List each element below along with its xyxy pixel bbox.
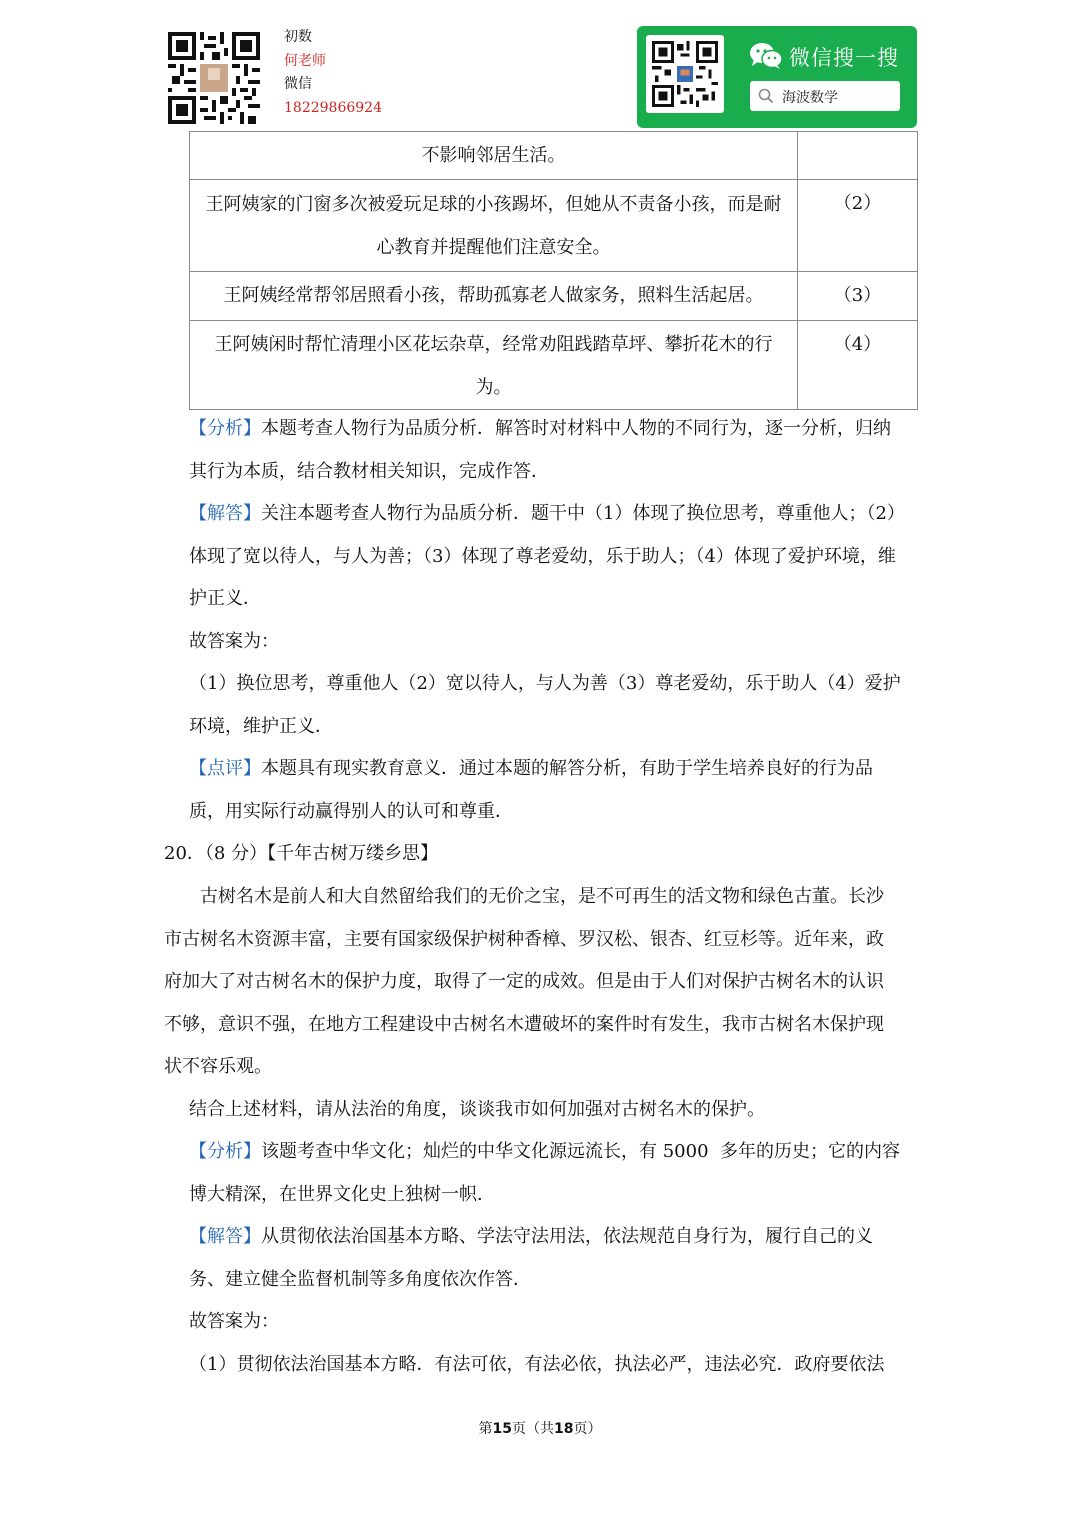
q19-analysis-line-1 (189, 407, 891, 450)
table-row (190, 272, 918, 321)
answer-text: 关注本题考查人物行为品质分析．题干中（1）体现了换位思考，尊重他人；（2） (261, 503, 905, 524)
contact-line-subject: 初数 (284, 29, 312, 45)
contact-phone: 18229866924 (284, 99, 382, 116)
q19-comment-line-1 (189, 747, 873, 790)
wechat-logo-icon (749, 42, 783, 70)
analysis-tag: 【分析】 (189, 1141, 261, 1162)
q20-analysis-line-2: 博大精深，在世界文化史上独树一帜． (189, 1184, 495, 1205)
q19-final-line-2: 环境，维护正义． (189, 716, 333, 737)
q19-comment-line-2: 质，用实际行动赢得别人的认可和尊重． (189, 801, 513, 822)
q20-answer-line-2: 务、建立健全监督机制等多角度依次作答． (189, 1269, 531, 1290)
q20-material-line-2: 市古树名木资源丰富，主要有国家级保护树种香樟、罗汉松、银杏、红豆杉等。近年来，政 (164, 929, 884, 950)
wechat-qr-code (646, 35, 724, 113)
analysis-text: 该题考查中华文化；灿烂的中华文化源远流长，有 5000 多年的历史；它的内容 (261, 1141, 900, 1162)
wechat-search-box[interactable] (750, 81, 900, 111)
analysis-text: 本题考查人物行为品质分析．解答时对材料中人物的不同行为，逐一分析，归纳 (261, 418, 891, 439)
table-row (190, 180, 918, 272)
table-cell-mark: （4） (798, 321, 918, 410)
table-cell-mark: （2） (798, 180, 918, 272)
table-cell-behavior: 不影响邻居生活。 (190, 132, 798, 180)
comment-text: 本题具有现实教育意义．通过本题的解答分析，有助于学生培养良好的行为品 (261, 758, 873, 779)
footer-total-pages: 18 (554, 1421, 574, 1437)
wechat-card-title: 微信搜一搜 (789, 46, 899, 70)
q19-answer-line-2: 体现了宽以待人，与人为善；（3）体现了尊老爱幼，乐于助人；（4）体现了爱护环境，维 (189, 546, 896, 567)
table-cell-behavior: 王阿姨闲时帮忙清理小区花坛杂草，经常劝阻践踏草坪、攀折花木的行为。 (190, 321, 798, 410)
wechat-search-text: 海波数学 (782, 90, 838, 106)
answer-tag: 【解答】 (189, 503, 261, 524)
table-row (190, 321, 918, 410)
analysis-tag: 【分析】 (189, 418, 261, 439)
table-row (190, 132, 918, 180)
q20-analysis-line-1 (189, 1130, 900, 1173)
footer-middle: 页（共 (512, 1421, 554, 1437)
q20-material-line-5: 状不容乐观。 (164, 1056, 272, 1077)
behavior-table (189, 131, 918, 410)
search-icon (758, 88, 774, 104)
qr-code-image (168, 32, 260, 124)
table-cell-mark: （3） (798, 272, 918, 321)
q19-answer-line-3: 护正义． (189, 588, 261, 609)
q19-so-answer: 故答案为： (189, 631, 279, 652)
answer-text: 从贯彻依法治国基本方略、学法守法用法，依法规范自身行为，履行自己的义 (261, 1226, 873, 1247)
contact-line-wechat: 微信 (284, 76, 312, 92)
q20-so-answer: 故答案为： (189, 1311, 279, 1332)
q20-heading: 20．（8 分）【千年古树万缕乡思】 (164, 843, 439, 864)
answer-tag: 【解答】 (189, 1226, 261, 1247)
table-cell-behavior: 王阿姨经常帮邻居照看小孩，帮助孤寡老人做家务，照料生活起居。 (190, 272, 798, 321)
teacher-contact (284, 26, 382, 120)
footer-page-number: 15 (492, 1421, 512, 1437)
q19-final-line-1: （1）换位思考，尊重他人（2）宽以待人，与人为善（3）尊老爱幼，乐于助人（4）爱护 (189, 673, 901, 694)
footer-prefix: 第 (478, 1421, 493, 1437)
q19-analysis-line-2: 其行为本质，结合教材相关知识，完成作答． (189, 461, 549, 482)
comment-tag: 【点评】 (189, 758, 261, 779)
footer-suffix: 页） (573, 1421, 602, 1437)
q20-material-line-3: 府加大了对古树名木的保护力度，取得了一定的成效。但是由于人们对保护古树名木的认识 (164, 971, 884, 992)
q20-answer-line-1 (189, 1215, 873, 1258)
q20-final-line-1: （1）贯彻依法治国基本方略．有法可依，有法必依，执法必严，违法必究．政府要依法 (189, 1354, 885, 1375)
q20-question: 结合上述材料，请从法治的角度，谈谈我市如何加强对古树名木的保护。 (189, 1099, 765, 1120)
q19-answer-line-1 (189, 492, 905, 535)
page-footer (0, 1418, 1080, 1438)
table-cell-mark (798, 132, 918, 180)
wechat-search-card[interactable] (637, 26, 917, 128)
table-cell-behavior: 王阿姨家的门窗多次被爱玩足球的小孩踢坏，但她从不责备小孩，而是耐心教育并提醒他们注意安全。 (190, 180, 798, 272)
q20-material-line-1: 古树名木是前人和大自然留给我们的无价之宝，是不可再生的活文物和绿色古董。长沙 (200, 886, 884, 907)
contact-line-teacher: 何老师 (284, 52, 326, 69)
q20-material-line-4: 不够，意识不强，在地方工程建设中古树名木遭破坏的案件时有发生，我市古树名木保护现 (164, 1014, 884, 1035)
